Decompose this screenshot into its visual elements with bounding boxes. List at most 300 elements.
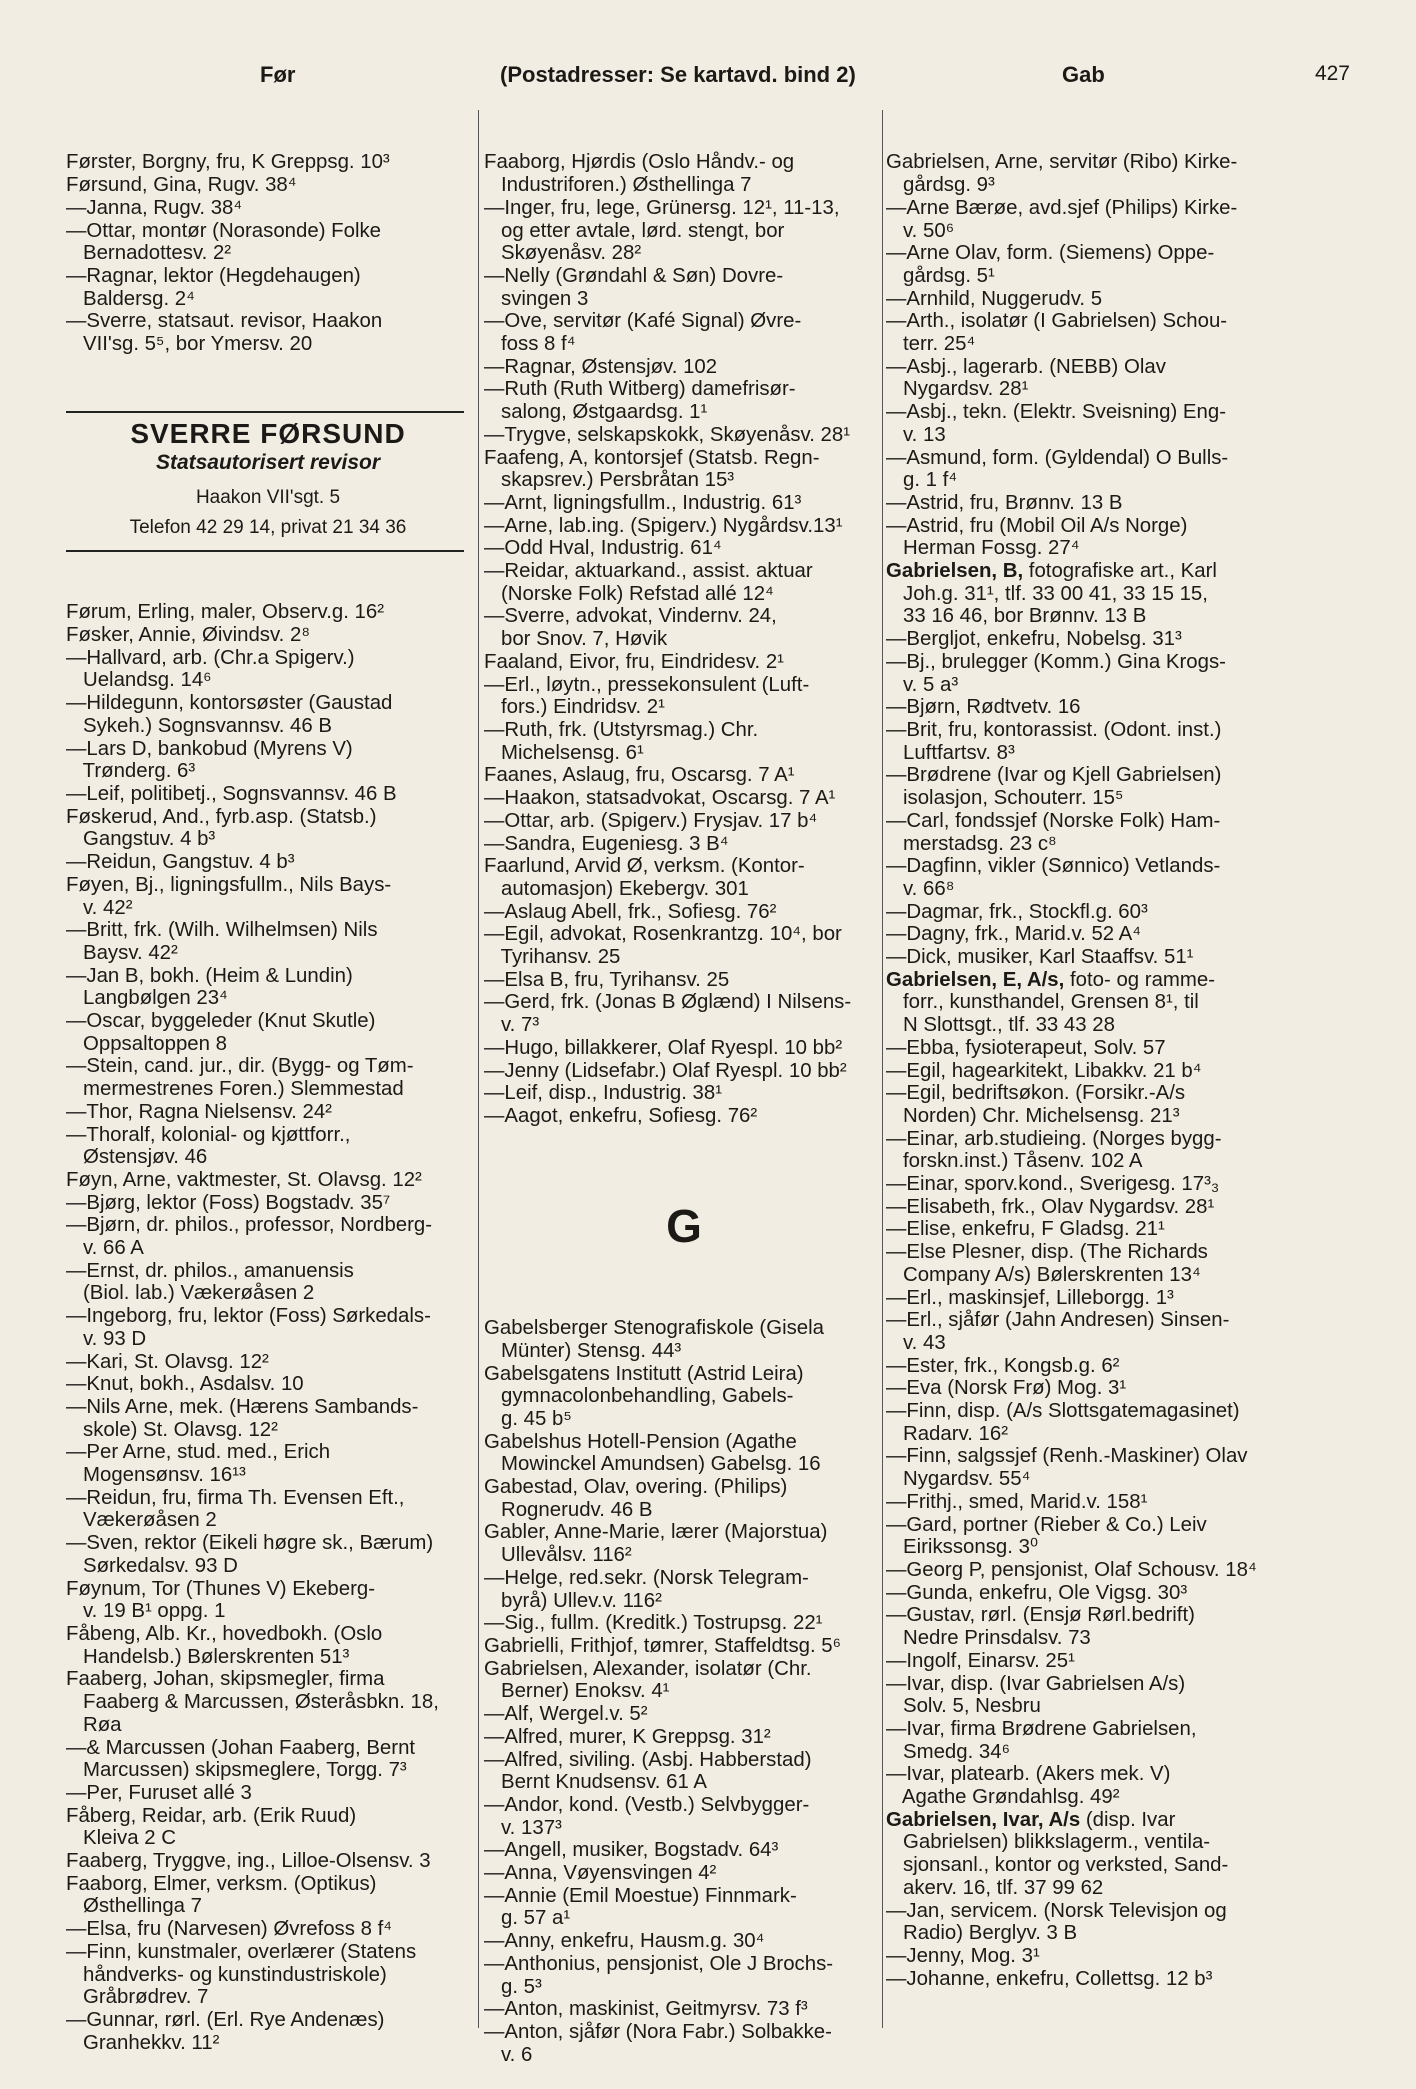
directory-entry-line [886, 1809, 1306, 1832]
directory-entry-line: v. 42² [66, 896, 133, 919]
directory-entry-line [886, 515, 1306, 538]
directory-entry-line [886, 1173, 1306, 1196]
directory-entry-line [886, 991, 1306, 1014]
directory-entry-line: Førsund, Gina, Rugv. 38⁴ [66, 174, 297, 197]
entry-text: v. 50⁶ [886, 219, 955, 242]
directory-entry-line: svingen 3 [484, 287, 589, 310]
directory-entry-line: v. 6 [484, 2043, 533, 2066]
directory-entry-line: bor Snov. 7, Høvik [484, 628, 668, 651]
directory-entry-line [886, 1945, 1306, 1968]
directory-entry-line: foss 8 f⁴ [484, 333, 576, 356]
entry-text: —Astrid, fru (Mobil Oil A/s Norge) [886, 514, 1188, 537]
directory-entry-line: Føyn, Arne, vaktmester, St. Olavsg. 12² [66, 1168, 422, 1191]
directory-entry-line [886, 492, 1306, 515]
directory-entry-line: Berner) Enoksv. 4¹ [484, 1680, 670, 1703]
directory-entry-line: Gabrielsen, Alexander, isolatør (Chr. [484, 1657, 812, 1680]
ad-title: Statsautorisert revisor [155, 450, 381, 474]
directory-entry-line: Føynum, Tor (Thunes V) Ekeberg- [66, 1577, 375, 1600]
column-1 [66, 106, 470, 2054]
entry-text: —Ivar, disp. (Ivar Gabrielsen A/s) [886, 1672, 1186, 1695]
directory-entry-line: skapsrev.) Persbråtan 15³ [484, 469, 735, 492]
entry-text: —Elisabeth, frk., Olav Nygardsv. 28¹ [886, 1195, 1215, 1218]
directory-entry-line: —Ove, servitør (Kafé Signal) Øvre- [484, 310, 802, 333]
directory-entry-line: —Thor, Ragna Nielsensv. 24² [66, 1100, 332, 1123]
entry-text: Eirikssonsg. 3⁰ [886, 1536, 1039, 1559]
directory-entry-line: Østensjøv. 46 [66, 1146, 208, 1169]
entry-text: —Eva (Norsk Frø) Mog. 3¹ [886, 1377, 1127, 1400]
directory-entry-line [886, 537, 1306, 560]
directory-entry-line: v. 137³ [484, 1816, 562, 1839]
directory-entry-line: g. 5³ [484, 1975, 542, 1998]
entry-text: N Slottsgt., tlf. 33 43 28 [886, 1014, 1115, 1037]
entry-text: —Astrid, fru, Brønnv. 13 B [886, 491, 1123, 514]
directory-entry-line [886, 1037, 1306, 1060]
directory-entry-line [886, 197, 1306, 220]
ad-phone: Telefon 42 29 14, privat 21 34 36 [129, 517, 407, 539]
directory-entry-line [886, 1445, 1306, 1468]
directory-entry-line: —Per Arne, stud. med., Erich [66, 1441, 331, 1464]
directory-entry-line: —Nelly (Grøndahl & Søn) Dovre- [484, 264, 784, 287]
directory-entry-line [886, 1264, 1306, 1287]
directory-entry-line: byrå) Ullev.v. 116² [484, 1589, 662, 1612]
directory-entry-line: —Hallvard, arb. (Chr.a Spigerv.) [66, 646, 355, 669]
directory-entry-line: —Ruth (Ruth Witberg) damefrisør- [484, 378, 796, 401]
directory-entry-line [886, 674, 1306, 697]
directory-entry-line: —Anna, Vøyensvingen 4² [484, 1862, 717, 1885]
directory-entry-line [886, 605, 1306, 628]
entry-text: Nygardsv. 55⁴ [886, 1468, 1031, 1491]
entry-text: terr. 25⁴ [886, 333, 976, 356]
directory-entry-line [886, 742, 1306, 765]
directory-entry-line: —Ruth, frk. (Utstyrsmag.) Chr. [484, 718, 759, 741]
entry-text: v. 13 [886, 423, 946, 446]
directory-entry-line: Fåberg, Reidar, arb. (Erik Ruud) [66, 1804, 357, 1827]
directory-entry-line [886, 1673, 1306, 1696]
directory-entry-line [886, 220, 1306, 243]
directory-entry-line: Oppsaltoppen 8 [66, 1032, 227, 1055]
directory-entry-line [886, 378, 1306, 401]
entry-text: —Dagmar, frk., Stockfl.g. 60³ [886, 900, 1148, 923]
directory-entry-line: Gabelsberger Stenografiskole (Gisela [484, 1317, 825, 1340]
entry-text: —Ingolf, Einarsv. 25¹ [886, 1649, 1075, 1672]
directory-entry-line [886, 583, 1306, 606]
entry-text: Nedre Prinsdalsv. 73 [886, 1627, 1091, 1650]
directory-entry-line [886, 1241, 1306, 1264]
directory-entry-line: Industriforen.) Østhellinga 7 [484, 174, 752, 197]
directory-entry-line [886, 1627, 1306, 1650]
directory-entry-line: Granhekkv. 11² [66, 2031, 220, 2054]
directory-entry-line [886, 265, 1306, 288]
directory-entry-line: Uelandsg. 14⁶ [66, 669, 212, 692]
directory-entry-line: —Odd Hval, Industrig. 61⁴ [484, 537, 722, 560]
directory-entry-line: Gabelshus Hotell-Pension (Agathe [484, 1430, 797, 1453]
directory-entry-line: Faanes, Aslaug, fru, Oscarsg. 7 A¹ [484, 764, 795, 787]
directory-entry-line: —Anton, maskinist, Geitmyrsv. 73 f³ [484, 1998, 808, 2021]
directory-entry-line: —Anton, sjåfør (Nora Fabr.) Solbakke- [484, 2020, 832, 2043]
directory-entry-line: —Sven, rektor (Eikeli høgre sk., Bærum) [66, 1532, 434, 1555]
entry-text: Luftfartsv. 8³ [886, 741, 1015, 764]
entry-text: merstadsg. 23 c⁸ [886, 832, 1057, 855]
directory-entry-line: Bernadottesv. 2² [66, 242, 232, 265]
entry-text: —Asmund, form. (Gyldendal) O Bulls- [886, 446, 1229, 469]
directory-entry-line: Røa [66, 1713, 122, 1736]
entry-text: —Egil, bedriftsøkon. (Forsikr.-A/s [886, 1082, 1186, 1105]
directory-entry-line [886, 1831, 1306, 1854]
directory-entry-line: —Ottar, montør (Norasonde) Folke [66, 219, 382, 242]
directory-entry-line: —Elsa, fru (Narvesen) Øvrefoss 8 f⁴ [66, 1918, 393, 1941]
directory-entry-line: —Reidun, Gangstuv. 4 b³ [66, 851, 295, 874]
entry-text: —Arne Bærøe, avd.sjef (Philips) Kirke- [886, 196, 1238, 219]
directory-entry-line [886, 1854, 1306, 1877]
entry-text: —Egil, hagearkitekt, Libakkv. 21 b⁴ [886, 1059, 1202, 1082]
directory-entry-line [886, 1468, 1306, 1491]
directory-entry-line [886, 1218, 1306, 1241]
entry-text: —Frithj., smed, Marid.v. 158¹ [886, 1490, 1148, 1513]
header-right-keyword: Gab [1062, 62, 1105, 87]
directory-entry-line: Gabelsgatens Institutt (Astrid Leira) [484, 1362, 804, 1385]
directory-entry-line: Ullevålsv. 116² [484, 1544, 632, 1567]
directory-entry-line: Tyrihansv. 25 [484, 946, 621, 969]
entry-text: —Dagny, frk., Marid.v. 52 A⁴ [886, 923, 1142, 946]
entry-text: Joh.g. 31¹, tlf. 33 00 41, 33 15 15, [886, 582, 1208, 605]
directory-entry-line [886, 628, 1306, 651]
directory-entry-line: —Jenny (Lidsefabr.) Olaf Ryespl. 10 bb² [484, 1059, 847, 1082]
entry-text: —Brit, fru, kontorassist. (Odont. inst.) [886, 718, 1222, 741]
directory-entry-line: Baysv. 42² [66, 941, 178, 964]
entry-list-1a [66, 151, 470, 355]
directory-entry-line: Østhellinga 7 [66, 1895, 203, 1918]
directory-entry-line: v. 93 D [66, 1327, 147, 1350]
directory-entry-line: —Ragnar, lektor (Hegdehaugen) [66, 264, 361, 287]
entry-text: sjonsanl., kontor og verksted, Sand- [886, 1854, 1229, 1877]
directory-entry-line [886, 174, 1306, 197]
directory-entry-line [886, 969, 1306, 992]
directory-entry-line [886, 1763, 1306, 1786]
directory-entry-line [886, 787, 1306, 810]
directory-entry-line [886, 1695, 1306, 1718]
directory-entry-line [886, 1377, 1306, 1400]
directory-entry-line: —Finn, kunstmaler, overlærer (Statens [66, 1940, 417, 1963]
directory-entry-line [886, 1604, 1306, 1627]
entry-text: —Asbj., tekn. (Elektr. Sveisning) Eng- [886, 401, 1226, 424]
directory-entry-line: —Ernst, dr. philos., amanuensis [66, 1259, 354, 1282]
directory-entry-line [886, 1877, 1306, 1900]
entry-list-2b [484, 1317, 884, 2066]
directory-entry-line: Førum, Erling, maler, Observ.g. 16² [66, 601, 385, 624]
directory-entry-line: g. 45 b⁵ [484, 1407, 572, 1430]
header-left-keyword: Før [260, 62, 296, 87]
entry-text: akerv. 16, tlf. 37 99 62 [886, 1876, 1104, 1899]
directory-entry-line [886, 1355, 1306, 1378]
entry-text: —Dick, musiker, Karl Staaffsv. 51¹ [886, 946, 1194, 969]
directory-entry-line [886, 719, 1306, 742]
directory-entry-line: —Angell, musiker, Bogstadv. 64³ [484, 1839, 779, 1862]
directory-entry-line: —Aagot, enkefru, Sofiesg. 76² [484, 1104, 758, 1127]
entry-list-3 [886, 151, 1306, 1990]
entry-text: —Ivar, platearb. (Akers mek. V) [886, 1763, 1171, 1786]
directory-entry-line: —Ottar, arb. (Spigerv.) Frysjav. 17 b⁴ [484, 809, 818, 832]
directory-entry-line: Førster, Borgny, fru, K Greppsg. 10³ [66, 151, 390, 174]
directory-entry-line: —Britt, frk. (Wilh. Wilhelmsen) Nils [66, 919, 378, 942]
directory-entry-line [886, 424, 1306, 447]
directory-entry-line [886, 401, 1306, 424]
entry-text: foto- og ramme- [1064, 968, 1216, 991]
entry-text: Gabrielsen) blikkslagerm., ventila- [886, 1831, 1211, 1854]
directory-entry-line: Faaborg, Elmer, verksm. (Optikus) [66, 1872, 377, 1895]
entry-text: Agathe Grøndahlsg. 49² [886, 1786, 1120, 1809]
directory-entry-line [886, 242, 1306, 265]
directory-entry-line [886, 810, 1306, 833]
directory-entry-line: og etter avtale, lørd. stengt, bor [484, 219, 785, 242]
directory-entry-line: Gråbrødrev. 7 [66, 1986, 209, 2009]
directory-entry-line [886, 1900, 1306, 1923]
entry-text: forskn.inst.) Tåsenv. 102 A [886, 1150, 1143, 1173]
directory-entry-line: Mowinckel Amundsen) Gabelsg. 16 [484, 1453, 821, 1476]
directory-entry-line [886, 1128, 1306, 1151]
entry-text: —Arne Olav, form. (Siemens) Oppe- [886, 242, 1215, 265]
directory-entry-line: —Sig., fullm. (Kreditk.) Tostrupsg. 22¹ [484, 1612, 823, 1635]
directory-entry-line: —Bjørg, lektor (Foss) Bogstadv. 35⁷ [66, 1191, 391, 1214]
directory-entry-line: —Alf, Wergel.v. 5² [484, 1703, 648, 1726]
directory-entry-line: —Gerd, frk. (Jonas B Øglænd) I Nilsens- [484, 991, 852, 1014]
directory-entry-line: Faafeng, A, kontorsjef (Statsb. Regn- [484, 446, 820, 469]
directory-entry-line: —Arnt, ligningsfullm., Industrig. 61³ [484, 491, 802, 514]
directory-entry-line: —Andor, kond. (Vestb.) Selvbygger- [484, 1793, 810, 1816]
directory-entry-line: Gabestad, Olav, overing. (Philips) [484, 1476, 788, 1499]
directory-entry-line: —Inger, fru, lege, Grünersg. 12¹, 11-13, [484, 196, 840, 219]
directory-entry-line: Handelsb.) Bølerskrenten 51³ [66, 1645, 350, 1668]
entry-text: —Brødrene (Ivar og Kjell Gabrielsen) [886, 764, 1222, 787]
directory-entry-line [886, 651, 1306, 674]
entry-text: —Einar, arb.studieing. (Norges bygg- [886, 1127, 1222, 1150]
directory-entry-line: Baldersg. 2⁴ [66, 287, 195, 310]
entry-text: fotografiske art., Karl [1023, 560, 1217, 583]
entry-text: —Finn, salgssjef (Renh.-Maskiner) Olav [886, 1445, 1248, 1468]
directory-entry-line: automasjon) Ekebergv. 301 [484, 877, 749, 900]
entry-text: Norden) Chr. Michelsensg. 21³ [886, 1104, 1180, 1127]
entry-text: —Ivar, firma Brødrene Gabrielsen, [886, 1717, 1197, 1740]
entry-text: Radio) Berglyv. 3 B [886, 1922, 1078, 1945]
directory-entry-line: fors.) Eindridsv. 2¹ [484, 696, 665, 719]
directory-entry-line: v. 7³ [484, 1014, 540, 1037]
directory-entry-line [886, 878, 1306, 901]
ad-top-rule [66, 411, 464, 413]
directory-entry-line: —Ingeborg, fru, lektor (Foss) Sørkedals- [66, 1305, 431, 1328]
directory-entry-line: —Erl., løytn., pressekonsulent (Luft- [484, 673, 810, 696]
entry-text: gårdsg. 9³ [886, 174, 995, 197]
entry-list-2a [484, 151, 884, 1127]
directory-entry-line: Faaborg, Hjørdis (Oslo Håndv.- og [484, 151, 795, 174]
directory-entry-line: salong, Østgaardsg. 1¹ [484, 401, 708, 424]
directory-entry-line: —Thoralf, kolonial- og kjøttforr., [66, 1123, 351, 1146]
entry-text: —Einar, sporv.kond., Sverigesg. 17³₃ [886, 1173, 1220, 1196]
directory-entry-line: —Jan B, bokh. (Heim & Lundin) [66, 964, 353, 987]
section-letter: G [666, 1200, 702, 1253]
directory-entry-line: —Oscar, byggeleder (Knut Skutle) [66, 1010, 376, 1033]
directory-entry-line [886, 1332, 1306, 1355]
directory-entry-line: gymnacolonbehandling, Gabels- [484, 1385, 794, 1408]
directory-entry-line [886, 310, 1306, 333]
directory-entry-line: Langbølgen 23⁴ [66, 987, 228, 1010]
entry-text: —Carl, fondssjef (Norske Folk) Ham- [886, 809, 1221, 832]
directory-entry-line [886, 469, 1306, 492]
directory-entry-line: —Lars D, bankobud (Myrens V) [66, 737, 353, 760]
directory-entry-line: Faaberg, Johan, skipsmegler, firma [66, 1668, 385, 1691]
directory-entry-line [886, 1105, 1306, 1128]
directory-entry-line [886, 1968, 1306, 1991]
directory-entry-line [886, 1491, 1306, 1514]
directory-entry-line: —Sandra, Eugeniesg. 3 B⁴ [484, 832, 729, 855]
entry-text: isolasjon, Schouterr. 15⁵ [886, 787, 1124, 810]
entry-text: —Johanne, enkefru, Collettsg. 12 b³ [886, 1967, 1213, 1990]
directory-entry-line: —Leif, politibetj., Sognsvannsv. 46 B [66, 782, 397, 805]
entry-text: Company A/s) Bølerskrenten 13⁴ [886, 1263, 1201, 1286]
directory-entry-line: —Annie (Emil Moestue) Finnmark- [484, 1884, 797, 1907]
entry-text: —Gunda, enkefru, Ole Vigsg. 30³ [886, 1581, 1188, 1604]
directory-entry-line: Føyen, Bj., ligningsfullm., Nils Bays- [66, 873, 392, 896]
entry-text: —Erl., sjåfør (Jahn Andresen) Sinsen- [886, 1309, 1230, 1332]
directory-entry-line [886, 1082, 1306, 1105]
directory-entry-line: —Kari, St. Olavsg. 12² [66, 1350, 269, 1373]
directory-entry-line [886, 833, 1306, 856]
directory-entry-line: —Helge, red.sekr. (Norsk Telegram- [484, 1566, 809, 1589]
directory-entry-line: —Reidar, aktuarkand., assist. aktuar [484, 560, 813, 583]
entry-text: forr., kunsthandel, Grensen 8¹, til [886, 991, 1199, 1014]
entry-text: (disp. Ivar [1080, 1808, 1176, 1831]
directory-entry-line: Sørkedalsv. 93 D [66, 1554, 238, 1577]
entry-text: gårdsg. 5¹ [886, 264, 995, 287]
directory-entry-line [886, 1559, 1306, 1582]
directory-entry-line: Fåbeng, Alb. Kr., hovedbokh. (Oslo [66, 1623, 383, 1645]
directory-entry-line [886, 356, 1306, 379]
directory-entry-line [886, 1741, 1306, 1764]
directory-entry-line [886, 1423, 1306, 1446]
directory-entry-line: Gabrielli, Frithjof, tømrer, Staffeldtsg. 5⁶ [484, 1635, 842, 1657]
entry-text: Smedg. 34⁶ [886, 1740, 1011, 1763]
column-divider [478, 110, 479, 2028]
directory-entry-line [886, 923, 1306, 946]
ad-address: Haakon VII'sgt. 5 [195, 486, 341, 508]
entry-text: —Gustav, rørl. (Ensjø Rørl.bedrift) [886, 1604, 1195, 1627]
entry-text: —Elise, enkefru, F Gladsg. 21¹ [886, 1218, 1165, 1241]
entry-text: —Asbj., lagerarb. (NEBB) Olav [886, 355, 1166, 378]
entry-text: —Arth., isolatør (I Gabrielsen) Schou- [886, 310, 1228, 333]
directory-entry-line: —Janna, Rugv. 38⁴ [66, 196, 243, 219]
directory-entry-line: Gabler, Anne-Marie, lærer (Majorstua) [484, 1521, 828, 1544]
bold-firm-name: Gabrielsen, E, A/s, [886, 968, 1065, 991]
directory-entry-line: Marcussen) skipsmeglere, Torgg. 7³ [66, 1759, 407, 1782]
directory-entry-line: —Elsa B, fru, Tyrihansv. 25 [484, 968, 730, 991]
directory-entry-line: Gangstuv. 4 b³ [66, 828, 216, 851]
directory-entry-line: —Knut, bokh., Asdalsv. 10 [66, 1373, 304, 1396]
entry-text: —Arnhild, Nuggerudv. 5 [886, 287, 1103, 310]
entry-text: Gabrielsen, Arne, servitør (Ribo) Kirke- [886, 151, 1238, 174]
directory-entry-line [886, 1582, 1306, 1605]
header-center-note: (Postadresser: Se kartavd. bind 2) [500, 62, 856, 87]
directory-entry-line: v. 66 A [66, 1237, 144, 1260]
directory-entry-line: Faaberg, Tryggve, ing., Lilloe-Olsensv. 3 [66, 1850, 431, 1873]
directory-entry-line: Faaland, Eivor, fru, Eindridesv. 2¹ [484, 650, 784, 673]
directory-entry-line [886, 1514, 1306, 1537]
directory-entry-line [886, 1287, 1306, 1310]
directory-entry-line: —Arne, lab.ing. (Spigerv.) Nygårdsv.13¹ [484, 514, 843, 537]
directory-entry-line [886, 855, 1306, 878]
directory-entry-line: —Egil, advokat, Rosenkrantzg. 10⁴, bor [484, 923, 842, 946]
directory-entry-line: Faarlund, Arvid Ø, verksm. (Kontor- [484, 855, 805, 878]
entry-text: v. 43 [886, 1331, 946, 1354]
entry-text: —Dagfinn, vikler (Sønnico) Vetlands- [886, 855, 1221, 878]
page-number: 427 [1314, 62, 1350, 85]
directory-entry-line: —Bjørn, dr. philos., professor, Nordberg- [66, 1214, 433, 1237]
ad-bottom-rule [66, 550, 464, 552]
entry-text: —Ester, frk., Kongsb.g. 6² [886, 1354, 1120, 1377]
directory-entry-line [886, 333, 1306, 356]
directory-entry-line: —Sverre, statsaut. revisor, Haakon [66, 310, 383, 333]
directory-entry-line [886, 1150, 1306, 1173]
directory-entry-line: håndverks- og kunstindustriskole) [66, 1963, 387, 1986]
entry-text: —Bj., brulegger (Komm.) Gina Krogs- [886, 650, 1226, 673]
entry-text: Radarv. 16² [886, 1422, 1009, 1445]
directory-entry-line: —Haakon, statsadvokat, Oscarsg. 7 A¹ [484, 787, 836, 810]
entry-text: v. 5 a³ [886, 673, 959, 696]
entry-text: —Ebba, fysioterapeut, Solv. 57 [886, 1036, 1166, 1059]
directory-entry-line: —Trygve, selskapskokk, Skøyenåsv. 28¹ [484, 423, 851, 446]
directory-entry-line: —Anny, enkefru, Hausm.g. 30⁴ [484, 1930, 765, 1953]
directory-entry-line: —Stein, cand. jur., dir. (Bygg- og Tøm- [66, 1055, 414, 1078]
directory-entry-line [886, 151, 1306, 174]
directory-entry-line: Bernt Knudsensv. 61 A [484, 1771, 707, 1794]
directory-entry-line: —Alfred, siviling. (Asbj. Habberstad) [484, 1748, 812, 1771]
directory-entry-line: Sykeh.) Sognsvannsv. 46 B [66, 714, 332, 737]
page-header [60, 62, 1356, 94]
entry-text: —Georg P, pensjonist, Olaf Schousv. 18⁴ [886, 1559, 1257, 1581]
entry-text: —Jan, servicem. (Norsk Televisjon og [886, 1899, 1227, 1922]
directory-entry-line: Mogensønsv. 16¹³ [66, 1464, 246, 1487]
directory-entry-line: g. 57 a¹ [484, 1907, 571, 1930]
directory-entry-line: Vækerøåsen 2 [66, 1509, 217, 1532]
directory-entry-line: Rognerudv. 46 B [484, 1498, 653, 1521]
directory-entry-line [886, 1536, 1306, 1559]
directory-entry-line: —Ragnar, Østensjøv. 102 [484, 355, 718, 378]
directory-entry-line [886, 1400, 1306, 1423]
directory-entry-line: mermestrenes Foren.) Slemmestad [66, 1078, 404, 1101]
directory-entry-line: —Reidun, fru, firma Th. Evensen Eft., [66, 1486, 405, 1509]
entry-text: 33 16 46, bor Brønnv. 13 B [886, 605, 1147, 628]
directory-entry-line [886, 696, 1306, 719]
directory-entry-line: —Per, Furuset allé 3 [66, 1781, 252, 1804]
bold-firm-name: Gabrielsen, Ivar, A/s [886, 1808, 1081, 1831]
directory-entry-line: (Norske Folk) Refstad allé 12⁴ [484, 582, 774, 605]
directory-entry-line [886, 946, 1306, 969]
column-3 [886, 106, 1306, 2026]
directory-entry-line: Faaberg & Marcussen, Østeråsbkn. 18, [66, 1691, 439, 1714]
directory-entry-line: VII'sg. 5⁵, bor Ymersv. 20 [66, 333, 313, 356]
directory-entry-line: Skøyenåsv. 28² [484, 242, 642, 265]
directory-entry-line: —Nils Arne, mek. (Hærens Sambands- [66, 1395, 419, 1418]
entry-text: v. 66⁸ [886, 877, 955, 900]
entry-text: —Else Plesner, disp. (The Richards [886, 1241, 1208, 1264]
directory-entry-line: v. 19 B¹ oppg. 1 [66, 1600, 226, 1623]
directory-entry-line [886, 1196, 1306, 1219]
entry-text: —Gard, portner (Rieber & Co.) Leiv [886, 1513, 1207, 1536]
column-2 [484, 106, 884, 2066]
entry-text: —Jenny, Mog. 3¹ [886, 1944, 1040, 1967]
entry-list-1b [66, 601, 470, 2054]
entry-text: Herman Fossg. 27⁴ [886, 537, 1080, 560]
directory-entry-line: —Alfred, murer, K Greppsg. 31² [484, 1725, 771, 1748]
directory-entry-line [886, 1786, 1306, 1809]
directory-entry-line: Føsker, Annie, Øivindsv. 2⁸ [66, 624, 310, 647]
